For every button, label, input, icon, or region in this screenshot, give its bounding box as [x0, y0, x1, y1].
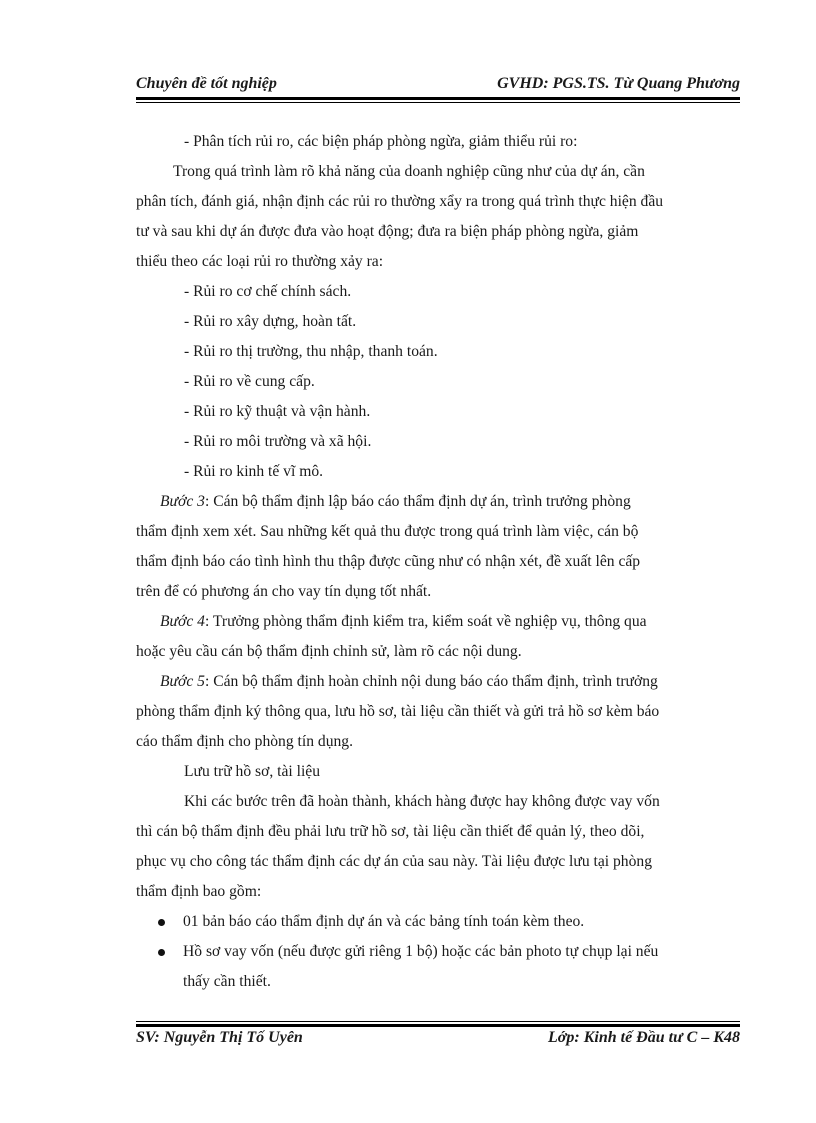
- paragraph-line: phân tích, đánh giá, nhận định các rủi ro thường xẩy ra trong quá trình thực hiện đầu: [136, 193, 664, 210]
- bullet-text: Hồ sơ vay vốn (nếu được gửi riêng 1 bộ) hoặc các bản photo tự chụp lại nếu: [183, 943, 659, 960]
- paragraph-line: Trong quá trình làm rõ khả năng của doanh nghiệp cũng như của dự án, cần: [173, 163, 645, 180]
- risk-item: - Rủi ro kỹ thuật và vận hành.: [184, 403, 371, 420]
- risk-item: - Rủi ro về cung cấp.: [184, 373, 315, 390]
- risk-item: - Rủi ro kinh tế vĩ mô.: [184, 463, 324, 480]
- step-3-text: : Cán bộ thẩm định lập báo cáo thẩm định dự án, trình trưởng phòng: [204, 493, 631, 510]
- step-4-text: : Trưởng phòng thẩm định kiểm tra, kiểm soát về nghiệp vụ, thông qua: [204, 613, 647, 630]
- bullet-text: 01 bản báo cáo thẩm định dự án và các bảng tính toán kèm theo.: [183, 913, 585, 930]
- step-4-line: [136, 607, 738, 637]
- paragraph-line: thì cán bộ thẩm định đều phải lưu trữ hồ sơ, tài liệu cần thiết để quản lý, theo dõi,: [136, 823, 645, 840]
- bullet-item: [136, 907, 738, 937]
- paragraph-line: hoặc yêu cầu cán bộ thẩm định chỉnh sử, làm rõ các nội dung.: [136, 643, 522, 660]
- risk-item: - Rủi ro cơ chế chính sách.: [184, 283, 352, 300]
- bullet-continuation: thấy cần thiết.: [183, 973, 271, 990]
- header-thesis-title: Chuyên đề tốt nghiệp: [136, 75, 277, 92]
- step-3-label: Bước 3: [160, 493, 205, 510]
- paragraph-line: thiểu theo các loại rủi ro thường xảy ra:: [136, 253, 384, 270]
- risk-item: - Rủi ro thị trường, thu nhập, thanh toán.: [184, 343, 438, 360]
- step-5-line: [136, 667, 738, 697]
- risk-analysis-heading: - Phân tích rủi ro, các biện pháp phòng ngừa, giảm thiểu rủi ro:: [184, 133, 578, 150]
- archive-heading: Lưu trữ hồ sơ, tài liệu: [184, 763, 321, 780]
- step-5-label: Bước 5: [160, 673, 205, 690]
- paragraph-line: trên để có phương án cho vay tín dụng tốt nhất.: [136, 583, 432, 600]
- paragraph-line: cáo thẩm định cho phòng tín dụng.: [136, 733, 353, 750]
- paragraph-line: thẩm định báo cáo tình hình thu thập được cũng như có nhận xét, đề xuất lên cấp: [136, 553, 641, 570]
- paragraph-line: phòng thẩm định ký thông qua, lưu hồ sơ, tài liệu cần thiết và gửi trả hồ sơ kèm báo: [136, 703, 660, 720]
- step-4-label: Bước 4: [160, 613, 205, 630]
- paragraph-line: phục vụ cho công tác thẩm định các dự án của sau này. Tài liệu được lưu tại phòng: [136, 853, 652, 870]
- paragraph-line: thẩm định bao gồm:: [136, 883, 262, 900]
- header-supervisor: GVHD: PGS.TS. Từ Quang Phương: [497, 75, 740, 92]
- bullet-item: [136, 937, 738, 967]
- paragraph-line: tư và sau khi dự án được đưa vào hoạt động; đưa ra biện pháp phòng ngừa, giảm: [136, 223, 639, 240]
- header-rule-thick: [136, 97, 740, 100]
- page-footer: [136, 1029, 740, 1053]
- paragraph-line: thẩm định xem xét. Sau những kết quả thu được trong quá trình làm việc, cán bộ: [136, 523, 639, 540]
- document-body: [136, 127, 738, 997]
- risk-item: - Rủi ro môi trường và xã hội.: [184, 433, 372, 450]
- footer-class: Lớp: Kinh tế Đầu tư C – K48: [548, 1029, 740, 1046]
- footer-rule-thick: [136, 1024, 740, 1027]
- bullet-dot-icon: [158, 949, 165, 956]
- page-header: [136, 75, 740, 99]
- footer-student: SV: Nguyễn Thị Tố Uyên: [136, 1029, 303, 1046]
- footer-rule-thin: [136, 1021, 740, 1022]
- step-5-text: : Cán bộ thẩm định hoàn chỉnh nội dung báo cáo thẩm định, trình trưởng: [204, 673, 658, 690]
- risk-item: - Rủi ro xây dựng, hoàn tất.: [184, 313, 357, 330]
- header-rule-thin: [136, 102, 740, 103]
- step-3-line: [136, 487, 738, 517]
- bullet-dot-icon: [158, 919, 165, 926]
- paragraph-line: Khi các bước trên đã hoàn thành, khách hàng được hay không được vay vốn: [184, 793, 660, 810]
